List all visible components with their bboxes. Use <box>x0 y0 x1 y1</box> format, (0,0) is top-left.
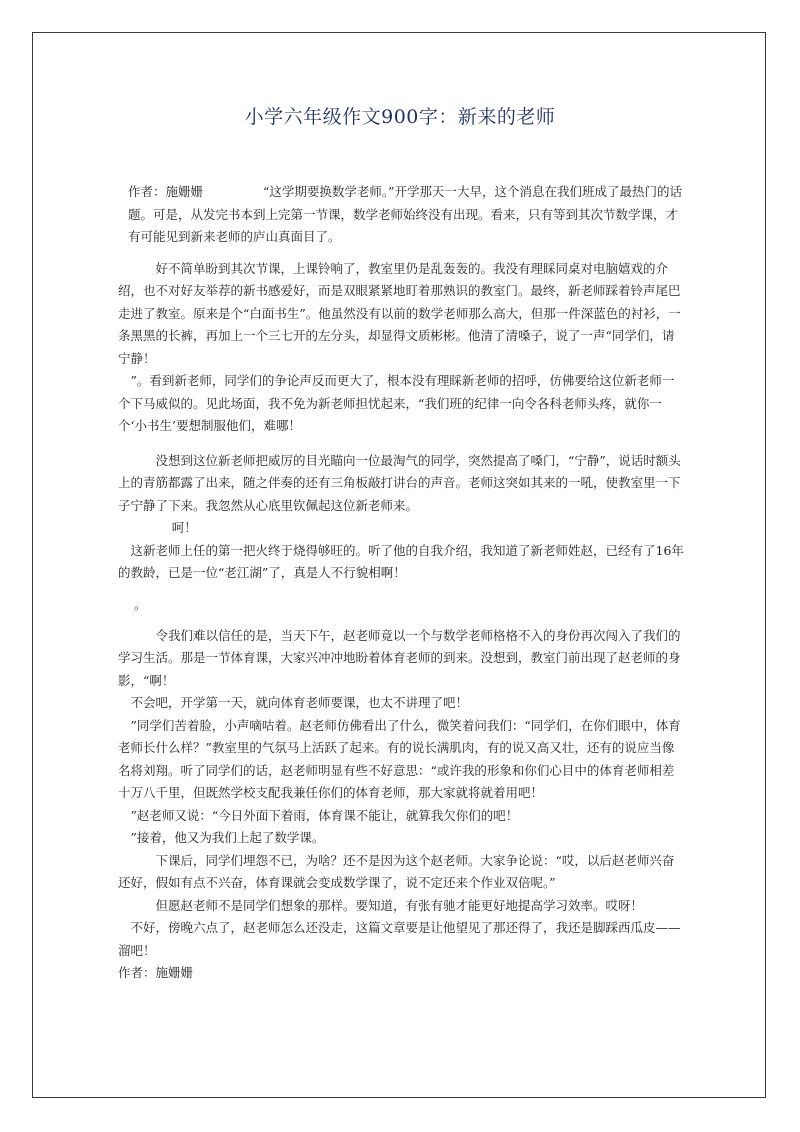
paragraph-1 <box>118 181 686 249</box>
paragraph-4: 没想到这位新老师把威厉的目光瞄向一位最淘气的同学，突然提高了嗓门，“宁静”，说话时额头上的青筋都露了出来，随之伴奏的还有三角板敲打讲台的声音。老师这突如其来的一吼，使教室里一下子宁静了下来。我忽然从心底里钦佩起这位新老师来。 <box>118 452 681 513</box>
paragraph-15: 不好，傍晚六点了，赵老师怎么还没走，这篇文章要是让他望见了那还得了，我还是脚踩西瓜皮——溜吧！ <box>118 920 681 958</box>
paragraph-10: ”同学们苦着脸，小声嘀咕着。赵老师仿佛看出了什么，微笑着问我们：“同学们，在你们眼中，体育老师长什么样？”教室里的气氛马上活跃了起来。有的说长满肌肉，有的说又高又壮，还有的说应当像名将刘翔。听了同学们的话，赵老师明显有些不好意思：“或许我的形象和你们心目中的体育老师相差十万八千里，但既然学校支配我兼任你们的体育老师，那大家就将就着用吧！ <box>118 717 681 800</box>
paragraph-8: 令我们难以信任的是，当天下午，赵老师竟以一个与数学老师格格不入的身份再次闯入了我们的学习生活。那是一节体育课，大家兴冲冲地盼着体育老师的到来。没想到，教室门前出现了赵老师的身影，“啊！ <box>118 627 681 688</box>
paragraph-text: “这学期要换数学老师。”开学那天一大早，这个消息在我们班成了最热门的话题。可是，从发完书本到上完第一节课，数学老师始终没有出现。看来，只有等到其次节数学课，才有可能见到新来老师的庐山真面目了。 <box>128 184 683 244</box>
paragraph-7: 。 <box>134 596 147 612</box>
author-byline: 作者：施姗姗 <box>128 184 204 199</box>
paragraph-11: ”赵老师又说：“今日外面下着雨，体育课不能让，就算我欠你们的吧！ <box>130 807 519 823</box>
author-footer: 作者：施姗姗 <box>118 965 194 980</box>
paragraph-13: 下课后，同学们埋怨不已，为啥？还不是因为这个赵老师。大家争论说：“哎，以后赵老师兴奋还好，假如有点不兴奋，体育课就会变成数学课了，说不定还来个作业双倍呢。” <box>118 852 675 890</box>
paragraph-12: ”接着，他又为我们上起了数学课。 <box>130 830 325 845</box>
article-body <box>118 181 686 985</box>
paragraph-2: 好不简单盼到其次节课，上课铃响了，教室里仍是乱轰轰的。我没有理睬同桌对电脑嬉戏的介绍，也不对好友举荐的新书感爱好，而是双眼紧紧地盯着那熟识的教室门。最终，新老师踩着铃声尾巴走进了教室。原来是个“白面书生”。他虽然没有以前的数学老师那么高大，但那一件深蓝色的衬衫，一条黑黑的长裤，再加上一个三七开的左分头，却显得文质彬彬。他清了清嗓子，说了一声“同学们，请宁静！ <box>118 260 681 366</box>
paragraph-6: 这新老师上任的第一把火终于烧得够旺的。听了他的自我介绍，我知道了新老师姓赵，已经有了16年的教龄，已是一位“老江湖”了，真是人不行貌相啊！ <box>118 542 684 580</box>
paragraph-3: ”。看到新老师，同学们的争论声反而更大了，根本没有理睬新老师的招呼，仿佛要给这位新老师一个下马威似的。见此场面，我不免为新老师担忧起来，“我们班的纪律一向令各科老师头疼，就你一个‘小书生’要想制服他们，难哪！ <box>118 373 675 433</box>
paragraph-14: 但愿赵老师不是同学们想象的那样。要知道，有张有驰才能更好地提高学习效率。哎呀！ <box>155 897 644 913</box>
document-title: 小学六年级作文900字：新来的老师 <box>244 106 556 128</box>
paragraph-9: 不会吧，开学第一天，就向体育老师要课，也太不讲理了吧！ <box>130 695 469 710</box>
paragraph-5: 呵！ <box>171 520 197 535</box>
